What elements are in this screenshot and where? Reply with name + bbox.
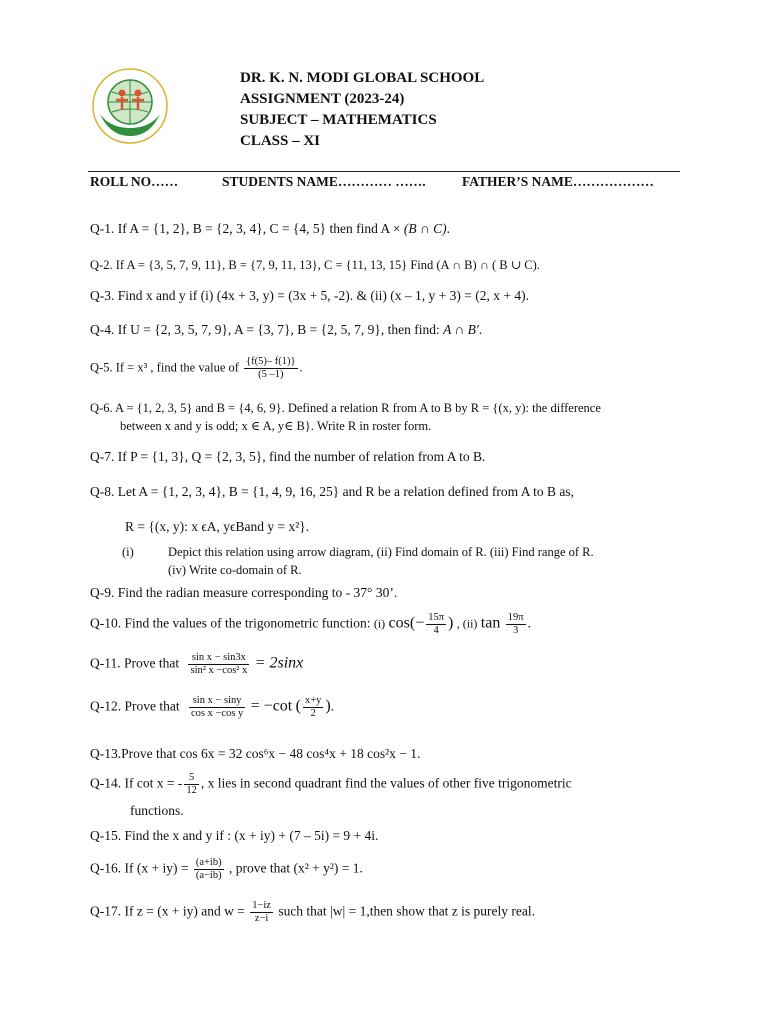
question-4: Q-4. If U = {2, 3, 5, 7, 9}, A = {3, 7}, B = {2, 5, 7, 9}, then find: A ∩ B′.	[90, 322, 483, 337]
roll-no-field: ROLL NO……	[90, 174, 179, 189]
assignment-title: ASSIGNMENT (2023-24)	[240, 91, 405, 107]
student-name-field: STUDENTS NAME………… …….	[222, 174, 426, 189]
question-14: Q-14. If cot x = - $\frac{5}{12}$ , x lies in second quadrant find the values of other five trigonometric	[90, 772, 572, 796]
question-2: Q-2. If A = {3, 5, 7, 9, 11}, B = {7, 9, 11, 13}, C = {11, 13, 15} Find (A ∩ B) ∩ ( B ∪ C).	[90, 258, 540, 272]
school-name: DR. K. N. MODI GLOBAL SCHOOL	[240, 70, 485, 86]
question-15: Q-15. Find the x and y if : (x + iy) + (7 – 5i) = 9 + 4i.	[90, 828, 379, 843]
question-1: Q-1. If A = {1, 2}, B = {2, 3, 4}, C = {4, 5} then find A × (B ∩ C).	[90, 221, 450, 236]
question-6: Q-6. A = {1, 2, 3, 5} and B = {4, 6, 9}. Defined a relation R from A to B by R = {(x, y): the difference between x and y is odd; x ∈ A, y∈ B}. Write R in roster form.	[90, 401, 601, 433]
question-16: Q-16. If (x + iy) = $\frac{(a+ib)}{(a-ib)}$ , prove that (x² + y²) = 1.	[90, 857, 363, 881]
subject-title: SUBJECT – MATHEMATICS	[240, 112, 437, 128]
question-12: Q-12. Prove that $\frac{\text{sin x − siny}}{\text{cos x −cos y}}$ = −cot ( $\frac{x+y}{2}$ ).	[90, 695, 335, 719]
question-17: Q-17. If z = (x + iy) and w = $\frac{1-iz}{z-i}$ such that |w| = 1,then show that z is purely real.	[90, 900, 536, 924]
father-name-field: FATHER’S NAME………………	[462, 174, 654, 189]
question-3: Q-3. Find x and y if (i) (4x + 3, y) = (3x + 5, -2). & (ii) (x – 1, y + 3) = (2, x + 4).	[90, 288, 529, 303]
question-11: Q-11. Prove that $\frac{\text{sin x − sin3x}}{\text{sin² x −cos² x}}$ = 2sinx	[90, 652, 304, 676]
question-8-relation: R = {(x, y): x ϵA, yϵBand y = x²}.	[125, 519, 310, 534]
question-8: Q-8. Let A = {1, 2, 3, 4}, B = {1, 4, 9, 16, 25} and R be a relation defined from A to B as,	[90, 484, 574, 499]
question-10: Q-10. Find the values of the trigonometric function: (i) cos(− $\frac{15\pi}{4}$ ) , (ii) tan $\frac{19\pi}{3}$ .	[90, 612, 531, 636]
question-14-continued: functions.	[130, 803, 184, 818]
question-8-marker: (i)	[122, 545, 134, 559]
header-divider	[88, 171, 680, 172]
class-title: CLASS – XI	[240, 133, 321, 149]
question-13: Q-13.Prove that cos 6x = 32 cos⁶x − 48 cos⁴x + 18 cos²x − 1.	[90, 746, 421, 761]
school-logo	[90, 66, 170, 146]
question-5: Q-5. If = x³ , find the value of $\frac{\{f(5)- f(1)\}}{(5 -1)}$ .	[90, 356, 303, 380]
question-7: Q-7. If P = {1, 3}, Q = {2, 3, 5}, find the number of relation from A to B.	[90, 449, 486, 464]
question-8-parts: Depict this relation using arrow diagram, (ii) Find domain of R. (iii) Find range of R. (iv) Write co-domain of R.	[168, 545, 594, 577]
question-9: Q-9. Find the radian measure corresponding to - 37° 30’.	[90, 585, 398, 600]
